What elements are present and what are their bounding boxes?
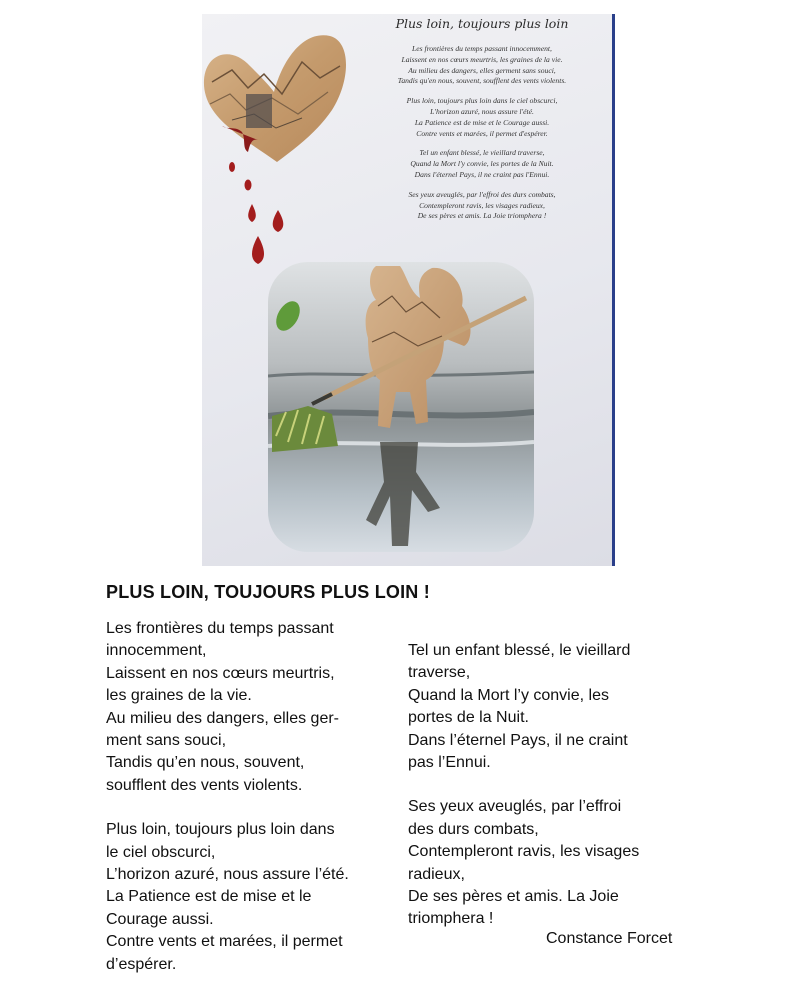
poem-line: De ses pères et amis. La Joie: [408, 888, 619, 906]
poem-line: Les frontières du temps passant: [106, 620, 334, 637]
poster-line: Ses yeux aveuglés, par l'effroi des durs combats,: [408, 189, 556, 199]
poem-line: Ses yeux aveuglés, par l’effroi: [408, 798, 622, 816]
poem-line: La Patience est de mise et le: [106, 888, 312, 906]
poem-line: des durs combats,: [408, 820, 539, 838]
poster-stanza: [352, 96, 612, 139]
poem-line: les graines de la vie.: [106, 687, 252, 705]
poem-line: Tel un enfant blessé, le vieillard: [408, 642, 631, 659]
poster-verses: [352, 44, 612, 231]
poem-line: le ciel obscurci,: [106, 843, 216, 861]
poem-left-column: [106, 618, 406, 998]
poem-line: ment sans souci,: [106, 732, 227, 750]
blood-drop: [273, 210, 284, 232]
poem-line: Laissent en nos cœurs meurtris,: [106, 664, 335, 682]
poem-line: Tandis qu’en nous, souvent,: [106, 754, 305, 772]
poem-line: Plus loin, toujours plus loin dans: [106, 821, 335, 839]
poem-line: portes de la Nuit.: [408, 709, 529, 727]
blood-drop: [248, 204, 256, 222]
poster-stanza: [352, 44, 612, 87]
poster-line: Tel un enfant blessé, le vieillard traverse,: [419, 148, 545, 158]
poem-line: Courage aussi.: [106, 910, 214, 928]
poem-line: Contre vents et marées, il permet: [106, 933, 343, 951]
poster-line: Contre vents et marées, il permet d'espérer.: [416, 128, 548, 138]
poster-line: Les frontières du temps passant innocemment,: [412, 44, 552, 53]
blood-drop: [245, 180, 252, 191]
poster-line: Contempleront ravis, les visages radieux,: [419, 200, 545, 210]
poem-stanza: [408, 640, 708, 774]
poster-line: Quand la Mort l'y convie, les portes de la Nuit.: [410, 159, 554, 169]
poem-line: d’espérer.: [106, 955, 177, 973]
poem-stanza: [106, 819, 406, 976]
poster-line: La Patience est de mise et le Courage aussi.: [414, 117, 550, 127]
poem-line: L’horizon azuré, nous assure l’été.: [106, 866, 349, 884]
poster-line: L'horizon azuré, nous assure l'été.: [430, 106, 534, 116]
blood-drop: [229, 162, 235, 172]
poster-line: Dans l'éternel Pays, il ne craint pas l'Ennui.: [414, 169, 550, 179]
poster-line: Au milieu des dangers, elles germent sans souci,: [408, 65, 556, 75]
poem-line: radieux,: [408, 865, 465, 883]
poster-line: Plus loin, toujours plus loin dans le ciel obscurci,: [406, 96, 558, 106]
heart-shape: [204, 35, 346, 162]
poem-right-column: [408, 640, 708, 953]
poster-stanza: [352, 148, 612, 180]
beach-figure-collage: [268, 246, 534, 552]
poster-title: Plus loin, toujours plus loin: [395, 16, 569, 31]
poster-stanza: [352, 190, 612, 222]
poem-stanza: [106, 618, 406, 797]
poem-line: triomphera !: [408, 910, 494, 928]
poem-line: soufflent des vents violents.: [106, 776, 303, 794]
poem-line: Contempleront ravis, les visages: [408, 843, 640, 861]
poem-stanza: [408, 796, 708, 930]
poem-line: pas l’Ennui.: [408, 754, 491, 772]
poem-line: Quand la Mort l’y convie, les: [408, 686, 609, 704]
poster-line: De ses pères et amis. La Joie triomphera !: [417, 211, 547, 221]
poster-line: Laissent en nos cœurs meurtris, les graines de la vie.: [401, 54, 563, 64]
blood-drop: [252, 236, 264, 264]
poster-edge: [612, 14, 615, 566]
poster-line: Tandis qu'en nous, souvent, soufflent des vents violents.: [397, 76, 567, 86]
poster-photo: [202, 14, 612, 566]
poem-line: Dans l’éternel Pays, il ne craint: [408, 731, 628, 749]
poem-line: Au milieu des dangers, elles ger-: [106, 709, 340, 727]
author-name: Constance Forcet: [546, 930, 673, 947]
poem-title: PLUS LOIN, TOUJOURS PLUS LOIN !: [106, 582, 430, 602]
poem-line: traverse,: [408, 664, 471, 682]
poem-line: innocemment,: [106, 642, 207, 660]
bleeding-heart-collage: [202, 22, 352, 282]
